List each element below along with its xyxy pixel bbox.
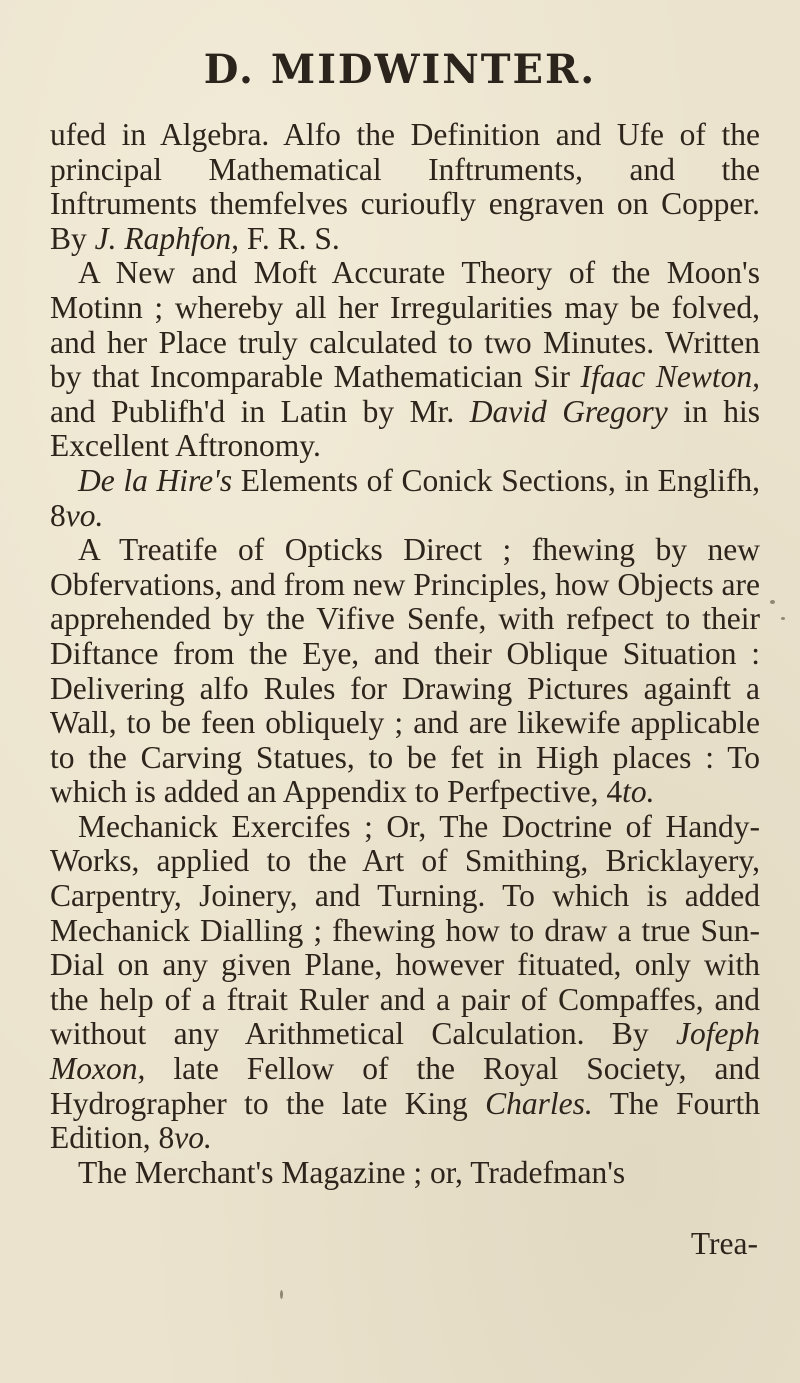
entry-opticks [50, 533, 760, 810]
italic-run: vo. [174, 1120, 212, 1156]
text-run: The Fourth Edition, 8 [50, 1085, 760, 1156]
italic-run: Ifaac Newton, [580, 359, 760, 395]
text-run: and Publifh'd in Latin by Mr. [50, 393, 470, 429]
ink-speck [770, 600, 775, 604]
text-run: A Treatife of Opticks Direct ; fhewing by new Obfervations, and from new Principles, how Objects are apprehended by the Vifive Senfe, with refpect to their Diftance from the Eye, and their Oblique Situation : Delivering alfo Rules for Drawing Pictures againft a Wall, to be feen obliquely ; and are likewife applicable to the Carving Statues, to be fet in High places : To which is added an Appendix to Perfpective, 4 [50, 532, 760, 810]
text-run: Elements of Conick Sections, in Englifh, 8 [50, 462, 760, 533]
catchword: Trea- [690, 1226, 758, 1261]
text-run: in his Excellent Aftronomy. [50, 393, 760, 464]
entry-moon-theory [50, 256, 760, 464]
italic-run: Jofeph Moxon, [50, 1016, 760, 1087]
text-run: ufed in Algebra. Alfo the Definition and Ufe of the principal Mathematical Inftruments, and the Inftruments themfelves curioufly engraven on Copper. By [50, 117, 760, 256]
entry-mechanick-exercises [50, 810, 760, 1156]
italic-run: to. [622, 774, 655, 810]
entry-conick-sections [50, 464, 760, 533]
italic-run: vo. [65, 497, 104, 533]
entry-algebra [50, 118, 760, 256]
ink-speck [280, 1290, 283, 1299]
text-run: F. R. S. [239, 220, 340, 256]
advertisement-list [50, 118, 760, 1190]
running-head: D. MIDWINTER. [203, 46, 597, 93]
text-run: The Merchant's Magazine ; or, Tradefman's [78, 1154, 626, 1190]
text-run: late Fellow of the Royal Society, and Hydrographer to the late King [50, 1051, 760, 1121]
ink-speck [781, 617, 785, 620]
italic-run: Charles. [485, 1085, 593, 1121]
italic-run: David Gregory [469, 393, 668, 429]
entry-merchants-magazine [50, 1156, 760, 1191]
italic-run: J. Raphfon, [94, 220, 239, 256]
text-run: Mechanick Exercifes ; Or, The Doctrine of Handy-Works, applied to the Art of Smithing, Bricklayery, Carpentry, Joinery, and Turning. To which is added Mechanick Dialling ; fhewing how to draw a true Sun-Dial on any given Plane, however fituated, only with the help of a ftrait Ruler and a pair of Compaffes, and without any Arithmetical Calculation. By [50, 808, 760, 1052]
text-run: A New and Moft Accurate Theory of the Moon's Motinn ; whereby all her Irregularities may be folved, and her Place truly calculated to two Minutes. Written by that Incomparable Mathematician Sir [50, 255, 760, 395]
italic-run: De la Hire's [78, 462, 233, 498]
